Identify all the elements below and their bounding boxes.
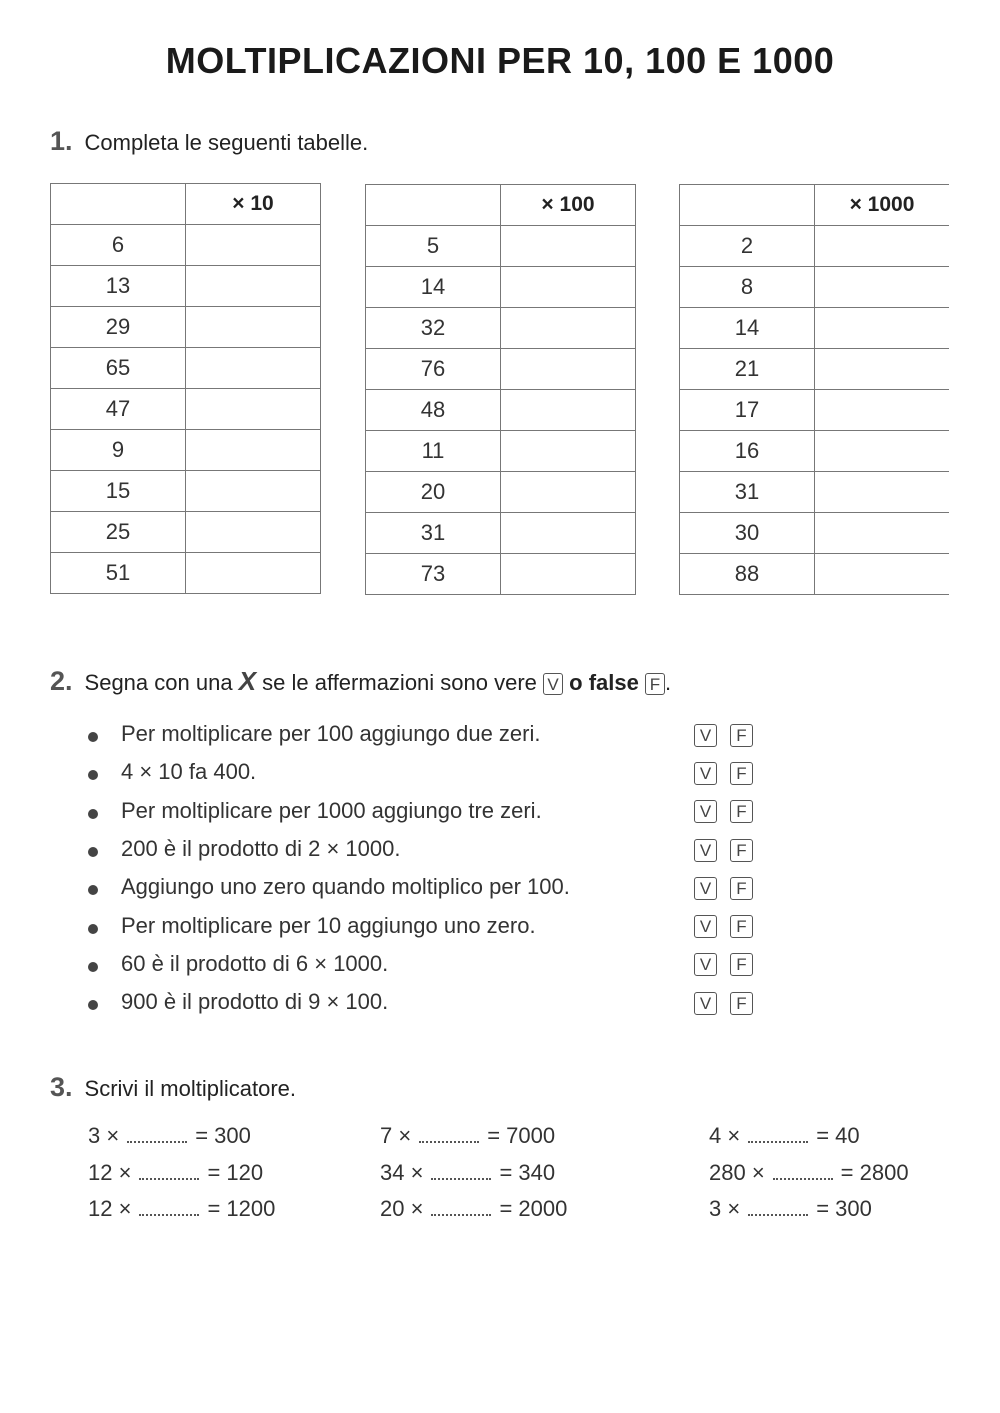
section-1-instruction: Completa le seguenti tabelle. [84, 130, 369, 155]
statement-text: Per moltiplicare per 10 aggiungo uno zero. [121, 912, 536, 938]
factor-cell: 32 [366, 308, 501, 349]
answer-cell[interactable] [501, 349, 636, 390]
factor-cell: 13 [51, 266, 186, 307]
table-row [51, 307, 321, 348]
equation [380, 1196, 567, 1222]
true-false-boxes [694, 913, 766, 939]
answer-blank[interactable] [431, 1164, 491, 1180]
factor-cell: 31 [680, 472, 815, 513]
table-times-1000 [679, 184, 949, 595]
answer-cell[interactable] [186, 348, 321, 389]
equation-right: = 300 [195, 1123, 251, 1148]
table-row [366, 513, 636, 554]
section-2-instruction-b: se le affermazioni sono vere [262, 670, 537, 695]
header-empty-cell [51, 184, 186, 225]
section-2-number: 2. [50, 666, 73, 696]
table-row [680, 431, 950, 472]
factor-cell: 29 [51, 307, 186, 348]
factor-cell: 14 [366, 267, 501, 308]
factor-cell: 14 [680, 308, 815, 349]
answer-cell[interactable] [815, 308, 950, 349]
table-row [51, 225, 321, 266]
factor-cell: 25 [51, 512, 186, 553]
factor-cell: 16 [680, 431, 815, 472]
equation-right: = 1200 [207, 1196, 276, 1221]
false-checkbox[interactable]: F [730, 992, 753, 1015]
statement-text: Aggiungo uno zero quando moltiplico per 100. [121, 874, 570, 900]
equation-left: 3 × [88, 1123, 120, 1148]
answer-cell[interactable] [501, 431, 636, 472]
bullet-icon [88, 924, 98, 934]
table-row [51, 430, 321, 471]
table-row [51, 266, 321, 307]
bullet-icon [88, 885, 98, 895]
equation-left: 12 × [88, 1160, 132, 1185]
equation [709, 1196, 872, 1222]
table-row [680, 390, 950, 431]
true-box-legend: V [543, 673, 563, 695]
statement-text: 4 × 10 fa 400. [121, 759, 257, 785]
table-row [51, 471, 321, 512]
equation-right: = 2800 [840, 1160, 909, 1185]
answer-cell[interactable] [815, 431, 950, 472]
equation-left: 12 × [88, 1196, 132, 1221]
bullet-icon [88, 809, 98, 819]
true-false-boxes [694, 798, 766, 824]
multiplier-header: × 1000 [815, 185, 950, 226]
answer-cell[interactable] [815, 390, 950, 431]
factor-cell: 15 [51, 471, 186, 512]
equation [380, 1160, 555, 1186]
factor-cell: 48 [366, 390, 501, 431]
factor-cell: 47 [51, 389, 186, 430]
factor-cell: 30 [680, 513, 815, 554]
table-row [680, 308, 950, 349]
table-row [680, 472, 950, 513]
table-row [366, 390, 636, 431]
table-row [51, 553, 321, 594]
factor-cell: 5 [366, 226, 501, 267]
bullet-icon [88, 1000, 98, 1010]
table-header-row [680, 185, 950, 226]
statement-text: 900 è il prodotto di 9 × 100. [121, 989, 389, 1015]
true-checkbox[interactable]: V [694, 992, 717, 1015]
true-false-boxes [694, 759, 766, 785]
section-3-heading [50, 1072, 296, 1103]
true-checkbox[interactable]: V [694, 839, 717, 862]
factor-cell: 88 [680, 554, 815, 595]
answer-cell[interactable] [186, 389, 321, 430]
answer-cell[interactable] [186, 553, 321, 594]
header-empty-cell [366, 185, 501, 226]
factor-cell: 31 [366, 513, 501, 554]
true-checkbox[interactable]: V [694, 915, 717, 938]
table-row [51, 389, 321, 430]
equation [88, 1160, 263, 1186]
header-empty-cell [680, 185, 815, 226]
table-row [680, 226, 950, 267]
factor-cell: 6 [51, 225, 186, 266]
section-3-number: 3. [50, 1072, 73, 1102]
table-header-row [51, 184, 321, 225]
true-false-boxes [694, 989, 766, 1015]
factor-cell: 17 [680, 390, 815, 431]
section-2-instruction-end: . [664, 670, 672, 695]
factor-cell: 73 [366, 554, 501, 595]
answer-cell[interactable] [815, 349, 950, 390]
true-checkbox[interactable]: V [694, 800, 717, 823]
answer-cell[interactable] [815, 267, 950, 308]
answer-blank[interactable] [431, 1200, 491, 1216]
false-checkbox[interactable]: F [730, 877, 753, 900]
answer-blank[interactable] [139, 1200, 199, 1216]
answer-cell[interactable] [815, 226, 950, 267]
answer-cell[interactable] [815, 513, 950, 554]
answer-cell[interactable] [501, 513, 636, 554]
factor-cell: 21 [680, 349, 815, 390]
section-3-instruction: Scrivi il moltiplicatore. [84, 1076, 297, 1101]
table-row [366, 267, 636, 308]
equation [709, 1160, 909, 1186]
table-row [680, 267, 950, 308]
false-checkbox[interactable]: F [730, 953, 753, 976]
page-title: MOLTIPLICAZIONI PER 10, 100 E 1000 [165, 40, 835, 81]
table-times-100 [365, 184, 636, 595]
statement-text: Per moltiplicare per 100 aggiungo due zeri. [121, 721, 541, 746]
table-row [366, 308, 636, 349]
x-mark-icon: X [238, 666, 257, 696]
false-checkbox[interactable]: F [730, 800, 753, 823]
table-row [366, 472, 636, 513]
answer-cell[interactable] [501, 554, 636, 595]
answer-cell[interactable] [186, 225, 321, 266]
equation [380, 1123, 555, 1149]
true-checkbox[interactable]: V [694, 877, 717, 900]
false-checkbox[interactable]: F [730, 839, 753, 862]
false-checkbox[interactable]: F [730, 762, 753, 785]
equation [88, 1196, 275, 1222]
statement-text: 200 è il prodotto di 2 × 1000. [121, 835, 401, 861]
bullet-icon [88, 962, 98, 972]
section-2-instruction-c: o false [569, 670, 639, 695]
bullet-icon [88, 770, 98, 780]
equation-left: 3 × [709, 1196, 741, 1221]
factor-cell: 76 [366, 349, 501, 390]
factor-cell: 51 [51, 553, 186, 594]
answer-cell[interactable] [186, 512, 321, 553]
table-row [680, 554, 950, 595]
equation-right: = 2000 [499, 1196, 568, 1221]
equation-left: 7 × [380, 1123, 412, 1148]
table-row [51, 512, 321, 553]
answer-blank[interactable] [419, 1127, 479, 1143]
answer-blank[interactable] [748, 1127, 808, 1143]
equation-right: = 120 [207, 1160, 264, 1185]
true-checkbox[interactable]: V [694, 953, 717, 976]
table-row [680, 513, 950, 554]
equation-left: 4 × [709, 1123, 741, 1148]
answer-cell[interactable] [815, 554, 950, 595]
true-false-boxes [694, 721, 766, 747]
answer-cell[interactable] [501, 308, 636, 349]
answer-cell[interactable] [186, 307, 321, 348]
bullet-icon [88, 847, 98, 857]
answer-blank[interactable] [748, 1200, 808, 1216]
section-2-heading [50, 666, 671, 697]
table-row [366, 431, 636, 472]
statement-text: 60 è il prodotto di 6 × 1000. [121, 950, 389, 976]
answer-blank[interactable] [773, 1164, 833, 1180]
answer-cell[interactable] [501, 226, 636, 267]
true-checkbox[interactable]: V [694, 724, 717, 747]
table-row [366, 554, 636, 595]
false-checkbox[interactable]: F [730, 724, 753, 747]
answer-cell[interactable] [501, 267, 636, 308]
table-row [51, 348, 321, 389]
multiplier-header: × 10 [186, 184, 321, 225]
true-false-boxes [694, 874, 766, 900]
equation-right: = 7000 [487, 1123, 556, 1148]
factor-cell: 11 [366, 431, 501, 472]
bullet-icon [88, 732, 98, 742]
table-row [366, 349, 636, 390]
section-1-number: 1. [50, 126, 73, 156]
factor-cell: 2 [680, 226, 815, 267]
answer-cell[interactable] [501, 472, 636, 513]
section-2-instruction-a: Segna con una [84, 670, 233, 695]
table-row [680, 349, 950, 390]
equation-left: 20 × [380, 1196, 424, 1221]
table-row [366, 226, 636, 267]
answer-cell[interactable] [186, 471, 321, 512]
true-false-boxes [694, 836, 766, 862]
table-header-row [366, 185, 636, 226]
factor-cell: 9 [51, 430, 186, 471]
factor-cell: 20 [366, 472, 501, 513]
statement-text: Per moltiplicare per 1000 aggiungo tre zeri. [121, 797, 542, 823]
answer-blank[interactable] [127, 1127, 187, 1143]
factor-cell: 65 [51, 348, 186, 389]
multiplier-header: × 100 [501, 185, 636, 226]
answer-cell[interactable] [186, 430, 321, 471]
equation-right: = 340 [499, 1160, 556, 1185]
true-checkbox[interactable]: V [694, 762, 717, 785]
answer-blank[interactable] [139, 1164, 199, 1180]
answer-cell[interactable] [815, 472, 950, 513]
factor-cell: 8 [680, 267, 815, 308]
equation-right: = 300 [816, 1196, 872, 1221]
equation-right: = 40 [816, 1123, 860, 1148]
answer-cell[interactable] [501, 390, 636, 431]
section-1-heading [50, 126, 368, 157]
equation [709, 1123, 860, 1149]
equation [88, 1123, 251, 1149]
table-times-10 [50, 183, 321, 594]
equation-left: 34 × [380, 1160, 424, 1185]
false-checkbox[interactable]: F [730, 915, 753, 938]
answer-cell[interactable] [186, 266, 321, 307]
true-false-boxes [694, 951, 766, 977]
false-box-legend: F [645, 673, 665, 695]
equation-left: 280 × [709, 1160, 765, 1185]
